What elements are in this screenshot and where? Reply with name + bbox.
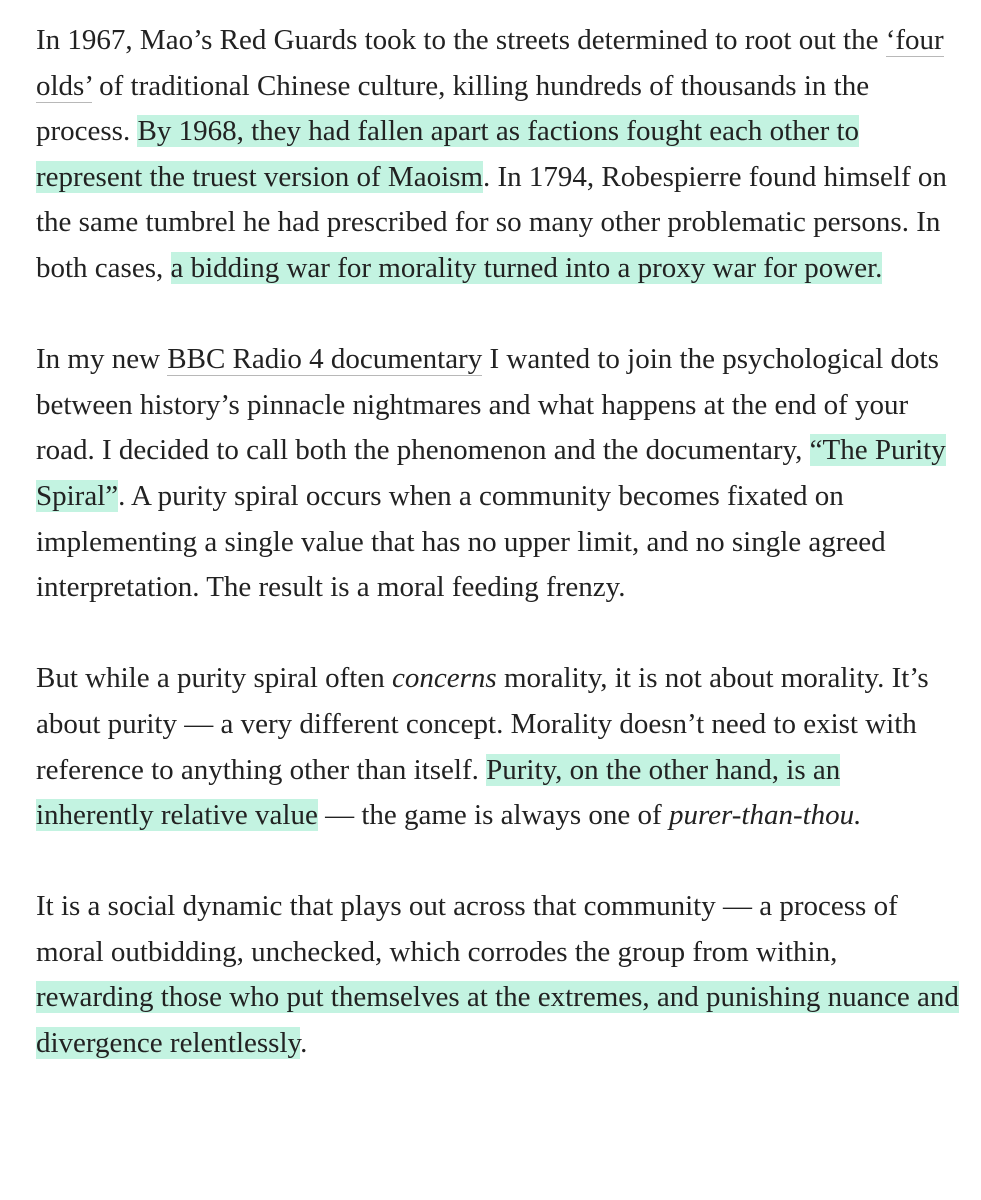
paragraph-red-guards (36, 18, 961, 292)
link-four-olds[interactable]: ‘four olds’ (36, 24, 944, 102)
emphasis-purer-than-thou: purer-than-thou. (668, 799, 862, 832)
text-segment: In 1967, Mao’s Red Guards took to the streets determined to root out the (36, 24, 886, 56)
text-segment: . (300, 1027, 308, 1060)
paragraph-purity-vs-morality (36, 656, 961, 838)
text-segment: But while a purity spiral often (36, 662, 392, 695)
text-segment: — the game is always one of (317, 799, 669, 832)
text-segment: I wanted to join the psychological dots between history’s pinnacle nightmares and what happens at the end of your road. I decided to call both the phenomenon and the documentary, (36, 343, 939, 467)
link-bbc-radio-4-documentary[interactable]: BBC Radio 4 documentary (167, 343, 483, 376)
paragraph-documentary (36, 337, 961, 611)
article-body (36, 18, 961, 1112)
text-segment: In my new (36, 343, 168, 376)
text-segment: . A purity spiral occurs when a community becomes fixated on implementing a single value that has no upper limit, and no single agreed interpretation. The result is a moral feeding frenzy. (36, 479, 886, 604)
text-segment: morality, it is not about morality. It’s about purity — a very different concept. Morality doesn’t need to exist with reference to anything other than itself. (36, 662, 929, 786)
text-segment: It is a social dynamic that plays out across that community — a process of moral outbidding, unchecked, which corrodes the group from within, (36, 890, 898, 968)
highlight-rewarding-extremes: rewarding those who put themselves at the extremes, and punishing nuance and divergence relentlessly (36, 981, 959, 1060)
emphasis-concerns: concerns (392, 662, 497, 695)
highlight-bidding-war: a bidding war for morality turned into a proxy war for power. (170, 251, 883, 284)
text-segment: . In 1794, Robespierre found himself on the same tumbrel he had prescribed for so many other problematic persons. In both cases, (36, 160, 947, 284)
highlight-relative-value: Purity, on the other hand, is an inherently relative value (36, 753, 841, 832)
highlight-factions: By 1968, they had fallen apart as factions fought each other to represent the truest version of Maoism (36, 115, 860, 193)
paragraph-social-dynamic (36, 884, 961, 1066)
text-segment: of traditional Chinese culture, killing hundreds of thousands in the process. (36, 69, 870, 148)
link-the-purity-spiral[interactable]: “The Purity Spiral” (36, 434, 946, 512)
